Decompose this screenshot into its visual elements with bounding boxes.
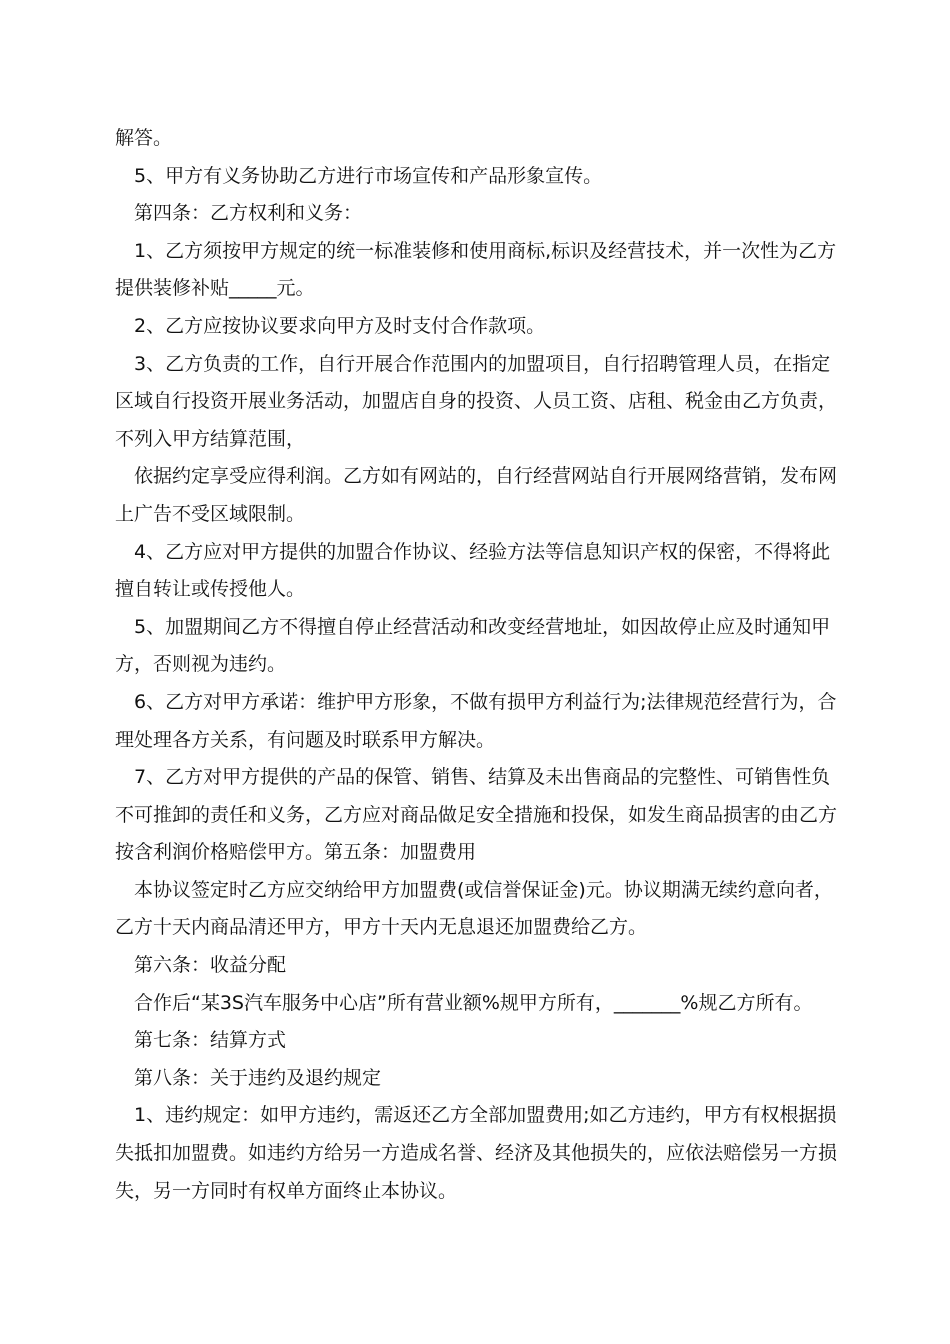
paragraph-9: 5、加盟期间乙方不得擅自停止经营活动和改变经营地址，如因故停止应及时通知甲方，否则视为违约。 (115, 615, 831, 676)
paragraph-2: 5、甲方有义务协助乙方进行市场宣传和产品形象宣传。 (134, 164, 603, 187)
paragraph-6: 3、乙方负责的工作，自行开展合作范围内的加盟项目，自行招聘管理人员，在指定区域自行投资开展业务活动，加盟店自身的投资、人员工资、店租、税金由乙方负责，不列入甲方结算范围， (115, 352, 838, 450)
section-heading-article-6: 第六条：收益分配 (134, 954, 287, 977)
paragraph-8: 4、乙方应对甲方提供的加盟合作协议、经验方法等信息知识产权的保密，不得将此擅自转让或传授他人。 (115, 540, 831, 601)
paragraph-4: 1、乙方须按甲方规定的统一标准装修和使用商标,标识及经营技术，并一次性为乙方提供装修补贴_____元。 (115, 239, 837, 300)
section-heading-article-8: 第八条：关于违约及退约规定 (134, 1066, 382, 1089)
paragraph-17: 1、违约规定：如甲方违约，需返还乙方全部加盟费用;如乙方违约，甲方有权根据损失抵扣加盟费。如违约方给另一方造成名誉、经济及其他损失的，应依法赔偿另一方损失，另一方同时有权单方面终止本协议。 (115, 1104, 838, 1202)
section-heading-article-7: 第七条：结算方式 (134, 1029, 287, 1052)
paragraph-1: 解答。 (115, 127, 173, 149)
paragraph-5: 2、乙方应按协议要求向甲方及时支付合作款项。 (134, 314, 546, 337)
paragraph-11: 7、乙方对甲方提供的产品的保管、销售、结算及未出售商品的完整性、可销售性负不可推卸的责任和义务，乙方应对商品做足安全措施和投保，如发生商品损害的由乙方按含利润价格赔偿甲方。第五条：加盟费用 (115, 766, 838, 864)
paragraph-7: 依据约定享受应得利润。乙方如有网站的，自行经营网站自行开展网络营销，发布网上广告不受区域限制。 (115, 465, 838, 525)
paragraph-12: 本协议签定时乙方应交纳给甲方加盟费(或信誉保证金)元。协议期满无续约意向者，乙方十天内商品清还甲方，甲方十天内无息退还加盟费给乙方。 (115, 878, 833, 939)
paragraph-10: 6、乙方对甲方承诺：维护甲方形象，不做有损甲方利益行为;法律规范经营行为，合理处理各方关系，有问题及时联系甲方解决。 (115, 690, 837, 751)
section-heading-article-4: 第四条：乙方权利和义务： (134, 202, 363, 225)
document-body (115, 120, 840, 1210)
paragraph-14: 合作后“某3S汽车服务中心店”所有营业额%规甲方所有，_______%规乙方所有。 (134, 991, 813, 1014)
